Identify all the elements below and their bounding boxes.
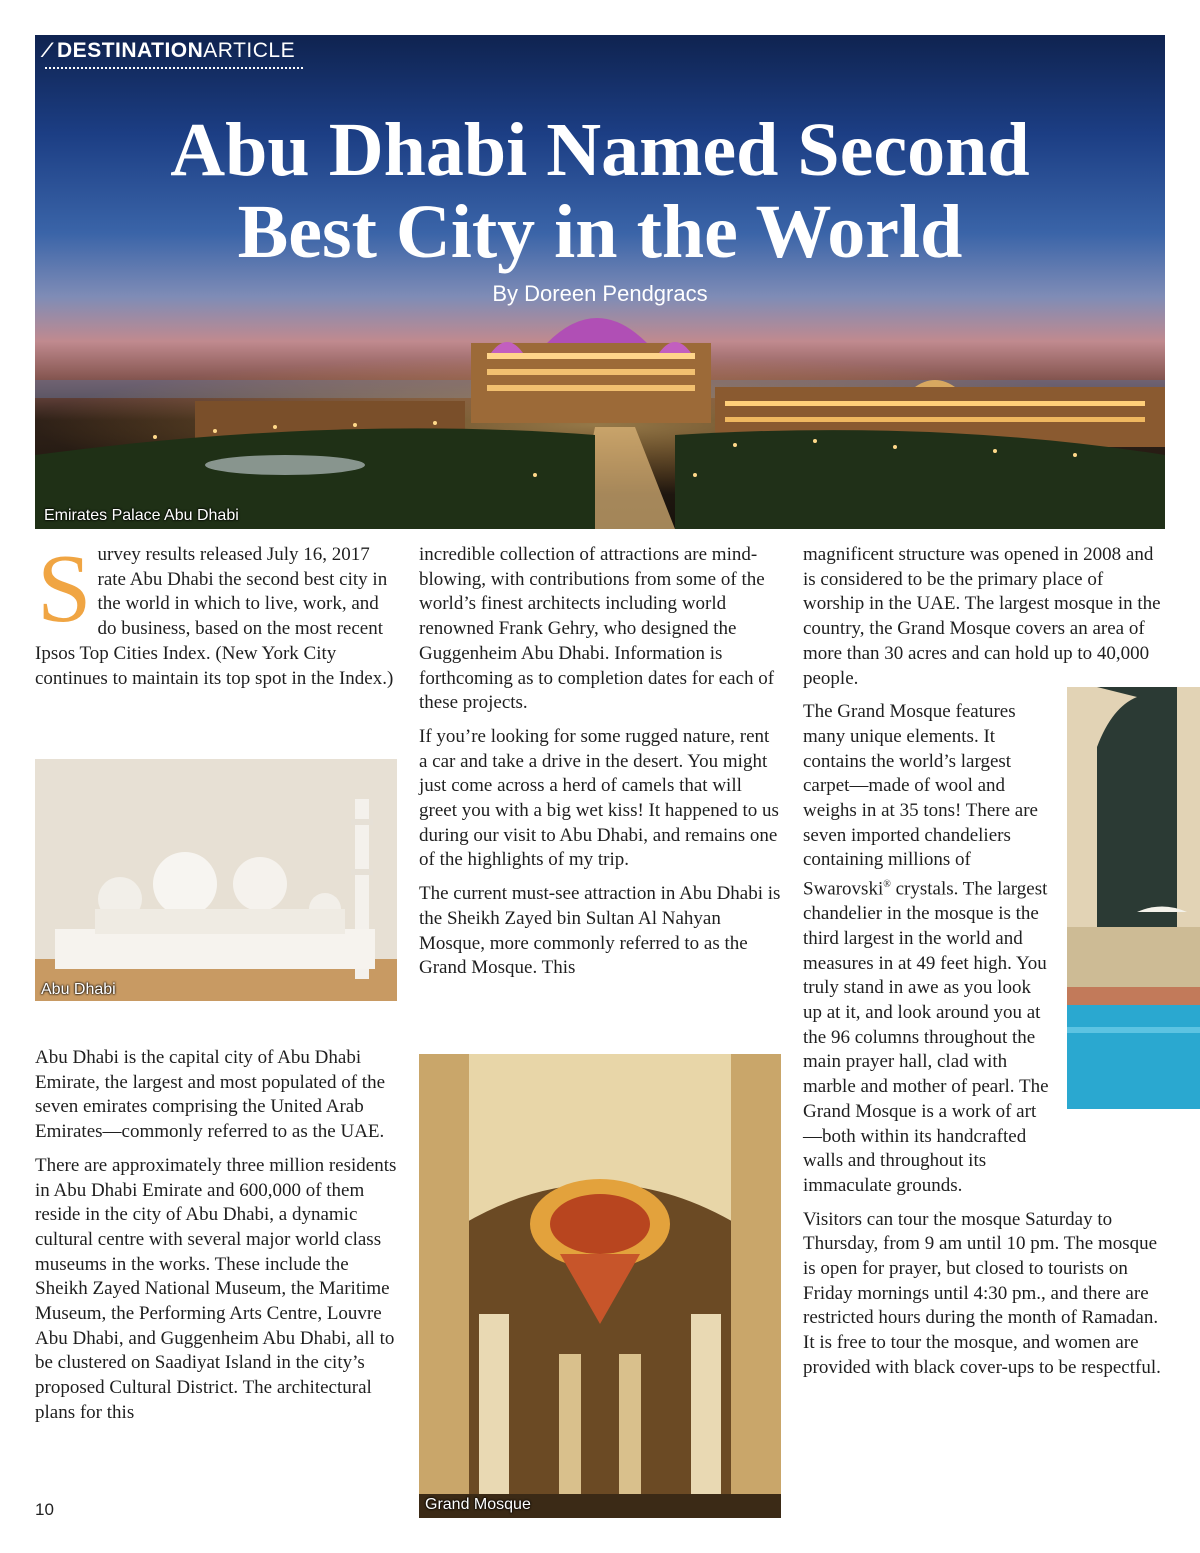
- drop-cap: S: [37, 535, 92, 643]
- column-3: [803, 543, 1165, 1390]
- paragraph: incredible collection of attractions are mind-blowing, with contributions from some of the world’s finest architects including world renowned Frank Gehry, who designed the Guggenheim Abu Dhabi. Information is forthcoming as to completion dates for each of these projects.: [419, 544, 775, 714]
- article-title: [35, 109, 1165, 273]
- paragraph: Abu Dhabi is the capital city of Abu Dhabi Emirate, the largest and most populated of the seven emirates comprising the United Arab Emirates—commonly referred to as the UAE.: [35, 1047, 385, 1143]
- grand-mosque-exterior-image: [35, 759, 397, 1001]
- column-1-top: [35, 535, 397, 700]
- byline: By Doreen Pendgracs: [492, 281, 708, 306]
- paragraph-text: crystals. The largest chandelier in the mosque is the third largest in the world and measures in at 49 feet high. You truly stand in awe as you look up at it, and look around you at the 96 columns throughout the main prayer hall, clad with marble and mother of pearl. The Grand Mosque is a work of art—both within its handcrafted walls and throughout its immaculate grounds.: [803, 878, 1049, 1196]
- page-number: 10: [35, 1500, 54, 1519]
- kicker-divider: [45, 67, 303, 69]
- mosque-interior-image: [419, 1054, 781, 1518]
- kicker-bold: DESTINATION: [57, 39, 204, 62]
- paragraph: [803, 700, 1053, 1198]
- column-1-bottom: [35, 1046, 397, 1435]
- hero-caption: Emirates Palace Abu Dhabi: [44, 507, 239, 524]
- abu-dhabi-photo: [35, 759, 397, 1001]
- paragraph: The current must-see attraction in Abu Dhabi is the Sheikh Zayed bin Sultan Al Nahyan Mosque, more commonly referred to as the Grand Mosque. This: [419, 883, 781, 979]
- lightning-icon: ⁄: [45, 39, 50, 62]
- paragraph: If you’re looking for some rugged nature, rent a car and take a drive in the desert. You might just come across a herd of camels that will greet you with a big wet kiss! It happened to us during our visit to Abu Dhabi, and remains one of the highlights of my trip.: [419, 725, 779, 871]
- intro-text: urvey results released July 16, 2017 rate Abu Dhabi the second best city in the world in which to live, work, and do business, based on the most recent Ipsos Top Cities Index. (New York City continues to maintain its top spot in the Index.): [35, 544, 394, 689]
- intro-paragraph: [35, 535, 397, 691]
- paragraph-text: magnificent structure was opened in 2008 and is considered to be the primary place of worship in the UAE. The largest mosque in the country, the Grand Mosque covers an area of more than 30 acres and can hold up to 40,000 people.: [803, 544, 1161, 689]
- grand-mosque-photo: [419, 1054, 781, 1518]
- paragraph-text: The Grand Mosque features many unique elements. It contains the world’s largest carpet—made of wool and weighs in at 35 tons! There are seven imported chandeliers containing millions of Swarovski: [803, 701, 1038, 900]
- kicker-light: ARTICLE: [203, 39, 296, 62]
- title-line-1: Abu Dhabi Named Second: [170, 108, 1030, 192]
- paragraph: There are approximately three million residents in Abu Dhabi Emirate and 600,000 of them reside in the city of Abu Dhabi, a dynamic cultural centre with several major world class museums in the works. These include the Sheikh Zayed National Museum, the Maritime Museum, the Performing Arts Centre, Louvre Abu Dhabi, and Guggenheim Abu Dhabi, all to be clustered on Saadiyat Island in the city’s proposed Cultural District. The architectural plans for this: [35, 1154, 397, 1423]
- title-line-2: Best City in the World: [237, 190, 963, 274]
- paragraph: [803, 543, 1165, 691]
- paragraph: Visitors can tour the mosque Saturday to Thursday, from 9 am until 10 pm. The mosque is open for prayer, but closed to tourists on Friday mornings until 4:30 pm., and there are restricted hours during the month of Ramadan. It is free to tour the mosque, and women are provided with black cover-ups to be respectful.: [803, 1208, 1161, 1378]
- registered-mark: ®: [883, 879, 891, 891]
- hero-banner: [35, 35, 1165, 529]
- abu-dhabi-caption: Abu Dhabi: [41, 981, 116, 998]
- grand-mosque-caption: Grand Mosque: [425, 1496, 531, 1513]
- column-2: [419, 543, 781, 990]
- section-kicker: [45, 39, 295, 63]
